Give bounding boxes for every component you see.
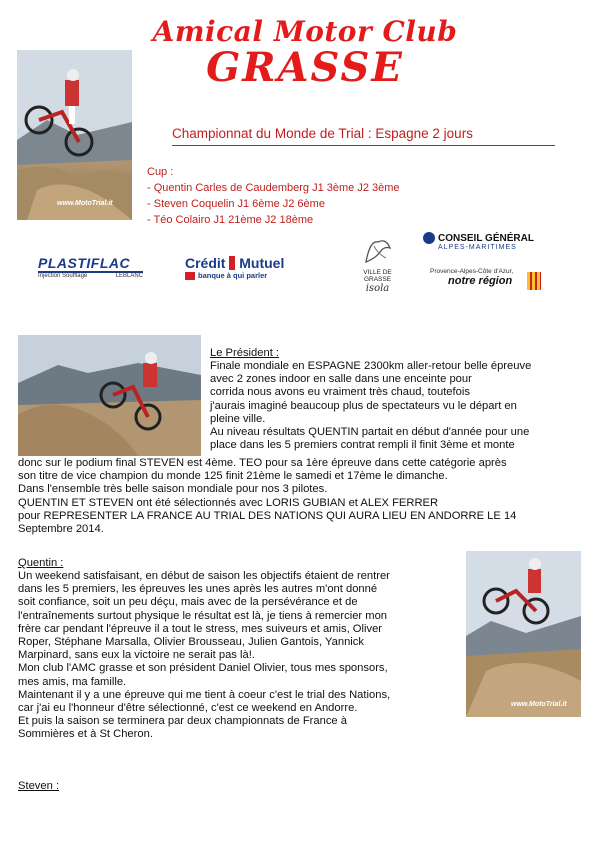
list-item: - Steven Coquelin J1 6ème J2 6ème [147, 196, 400, 212]
text-line: Roper, Stéphane Marsalla, Olivier Brousseau, Julien Gantois, Yannick [18, 636, 364, 649]
plastiflac-name: PLASTIFLAC [38, 255, 143, 273]
text-line: Au niveau résultats QUENTIN partait en début d'année pour une [210, 426, 530, 439]
club-title-line2: GRASSE [206, 44, 404, 91]
rider-photo-president [18, 335, 201, 456]
text-line: pleine ville. [210, 412, 266, 425]
quentin-text [18, 570, 455, 742]
text-line: frère car pendant l'épreuve il a tout le stress, mes suiveurs et amis, Oliver [18, 622, 383, 635]
region-logo [430, 268, 545, 293]
rider-photo-top [17, 50, 132, 220]
text-line: pour REPRESENTER LA FRANCE AU TRIAL DES NATIONS QUI AURA LIEU EN ANDORRE LE 14 [18, 509, 517, 522]
text-line: Mon club l'AMC grasse et son président Daniel Olivier, tous mes sponsors, [18, 662, 388, 675]
club-title-line1: Amical Motor Club [152, 15, 458, 48]
conseil-name: CONSEIL GÉNÉRAL [438, 232, 534, 244]
cup-label: Cup : [147, 166, 174, 178]
credit-mutuel-tagline: banque à qui parler [198, 271, 268, 280]
ville-grasse-sub: isola [365, 283, 390, 294]
list-item: - Téo Colairo J1 21ème J2 18ème [147, 212, 400, 228]
ville-grasse-logo [350, 236, 405, 296]
text-line: dans les 5 premiers, les épreuves les unes après les autres m'ont donné [18, 583, 378, 596]
club-title [140, 15, 470, 91]
text-line: avec 2 zones indoor en salle dans une enceinte pour [210, 373, 472, 386]
title-underline [172, 145, 555, 146]
text-line: son titre de vice champion du monde 125 finit 21ème le samedi et 17ème le dimanche. [18, 470, 448, 483]
championship-title: Championnat du Monde de Trial : Espagne 2 jours [172, 126, 473, 141]
plastiflac-sub: LEBLANC [115, 273, 143, 279]
text-line: Maintenant il y a une épreuve qui me tient à coeur c'est le trial des Nations, [18, 688, 391, 701]
text-line: place dans les 5 premiers contrat rempli il finit 3ème et monte [210, 439, 515, 452]
list-item: - Quentin Carles de Caudemberg J1 3ème J2 3ème [147, 180, 400, 196]
text-line: j'aurais imaginé beaucoup plus de spectateurs vu le départ en [210, 399, 517, 412]
region-flag-icon [527, 272, 541, 290]
text-line: Finale mondiale en ESPAGNE 2300km aller-retour belle épreuve [210, 360, 532, 372]
text-line: Marpinard, sans eux la victoire ne serait pas là!. [18, 649, 255, 662]
credit-mutuel-logo [185, 255, 300, 285]
plastiflac-logo [38, 255, 143, 285]
steven-heading: Steven : [18, 780, 60, 792]
text-line: donc sur le podium final STEVEN est 4ème. TEO pour sa 1ère épreuve dans cette catégorie après [18, 457, 507, 469]
region-name: Provence-Alpes-Côte d'Azur, [430, 268, 514, 275]
text-line: Et puis la saison se terminera par deux championnats de France à [18, 715, 347, 728]
rider-photo-quentin [466, 551, 581, 717]
text-line: Un weekend satisfaisant, en début de saison les objectifs étaient de rentrer [18, 570, 390, 582]
president-heading: Le Président : [210, 347, 280, 359]
text-line: Septembre 2014. [18, 523, 104, 536]
credit-mutuel-mark [229, 256, 235, 270]
conseil-sub: ALPES-MARITIMES [438, 244, 517, 251]
president-text-wrap [210, 360, 554, 452]
conseil-general-logo [423, 232, 538, 254]
region-slogan: notre région [448, 275, 513, 287]
conseil-emblem-icon [423, 232, 435, 244]
photo-watermark: www.MotoTrial.it [57, 200, 113, 207]
text-line: corrida nous avons eu vraiment très chaud, toutefois [210, 386, 470, 399]
quentin-heading: Quentin : [18, 557, 64, 569]
text-line: Dans l'ensemble très belle saison mondiale pour nos 3 pilotes. [18, 483, 328, 496]
photo-watermark: www.MotoTrial.it [511, 701, 567, 708]
ville-grasse-name: VILLE DE GRASSE [363, 269, 392, 283]
ville-grasse-emblem-icon [360, 236, 396, 264]
credit-mutuel-box-icon [185, 272, 195, 280]
text-line: soit confiance, soit un peu déçu, mais avec de la persévérance et de [18, 596, 358, 609]
text-line: Sommières et à St Cheron. [18, 728, 153, 741]
text-line: car j'ai eu l'honneur d'être sélectionné, c'est ce weekend en Andorre. [18, 702, 358, 715]
credit-mutuel-name-a: Crédit [185, 255, 226, 271]
president-text-full [18, 457, 563, 536]
text-line: mes amis, ma famille. [18, 675, 127, 688]
text-line: QUENTIN ET STEVEN ont été sélectionnés avec LORIS GUBIAN et ALEX FERRER [18, 496, 439, 509]
cup-results [147, 164, 400, 228]
plastiflac-tagline: Injection Soufflage [38, 273, 88, 279]
text-line: l'entraînements surtout physique le résultat est là, je tiens à remercier mon [18, 609, 388, 622]
credit-mutuel-name-b: Mutuel [239, 255, 285, 271]
